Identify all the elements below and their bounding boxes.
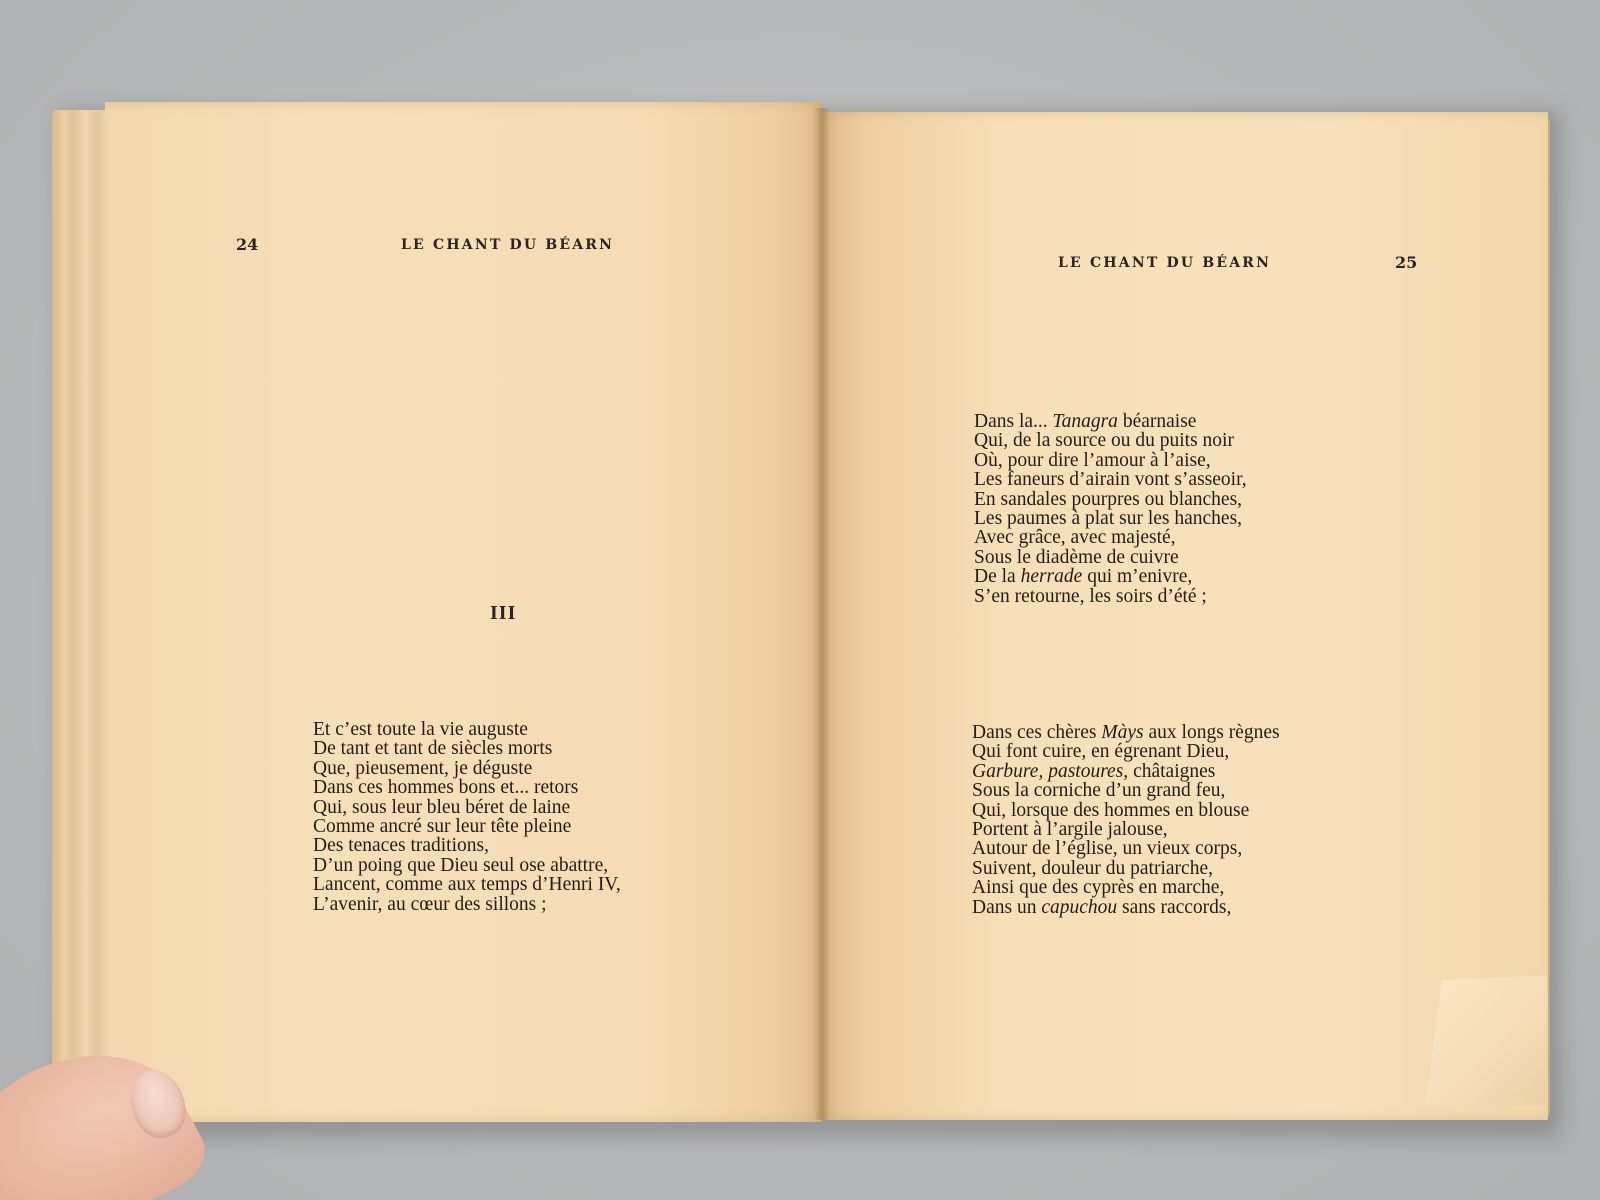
- italic-word: Garbure, pastoures,: [972, 760, 1129, 782]
- section-number: III: [490, 602, 517, 624]
- verse-text: En sandales pourpres ou blanches,: [974, 488, 1243, 510]
- verse-text: Dans ces chères: [972, 722, 1102, 743]
- verse-line: Dans ces hommes bons et... retors: [313, 777, 579, 799]
- verse-line: [972, 742, 1280, 761]
- verse-line: [972, 839, 1280, 858]
- verse-line: [972, 762, 1280, 781]
- left-folio: 24: [236, 235, 259, 254]
- folded-page-corner: [1425, 975, 1547, 1105]
- verse-line: [972, 723, 1280, 742]
- verse-text: Qui, de la source ou du puits noir: [974, 430, 1234, 452]
- verse-text: Suivent, douleur du patriarche,: [972, 857, 1213, 879]
- italic-word: capuchou: [1041, 896, 1118, 918]
- right-folio: 25: [1395, 253, 1418, 272]
- italic-word: herrade: [1020, 566, 1083, 588]
- right-stanza-1: [974, 412, 1247, 606]
- verse-line: [974, 470, 1247, 489]
- left-page: [105, 102, 822, 1122]
- verse-line: [972, 878, 1280, 897]
- verse-text: Où, pour dire l’amour à l’aise,: [974, 449, 1211, 471]
- verse-text: Dans la...: [974, 411, 1053, 432]
- verse-text: Qui, lorsque des hommes en blouse: [972, 799, 1250, 821]
- left-stanza: [313, 720, 621, 914]
- verse-line: [974, 509, 1247, 528]
- verse-text: De la: [974, 566, 1021, 588]
- verse-line: [974, 412, 1247, 431]
- verse-text: Ainsi que des cyprès en marche,: [972, 877, 1225, 899]
- book-gutter: [814, 108, 830, 1120]
- verse-text: Portent à l’argile jalouse,: [972, 819, 1168, 841]
- italic-word: Tanagra: [1052, 411, 1118, 432]
- verse-line: [972, 898, 1280, 917]
- verse-line: Qui, sous leur bleu béret de laine: [313, 796, 571, 818]
- right-stanza-2: [972, 723, 1280, 917]
- verse-text: Sous la corniche d’un grand feu,: [972, 780, 1226, 802]
- verse-text: Les faneurs d’airain vont s’asseoir,: [974, 469, 1247, 491]
- italic-word: Màys: [1101, 722, 1144, 743]
- verse-text: Qui font cuire, en égrenant Dieu,: [972, 741, 1230, 763]
- verse-line: [974, 587, 1247, 606]
- left-running-head: LE CHANT DU BÉARN: [401, 237, 615, 253]
- verse-line: [972, 820, 1280, 839]
- verse-text: aux longs règnes: [1143, 722, 1280, 743]
- right-page: [822, 112, 1548, 1120]
- verse-text: Les paumes à plat sur les hanches,: [974, 508, 1243, 530]
- verse-text: S’en retourne, les soirs d’été ;: [974, 585, 1207, 607]
- verse-line: Que, pieusement, je déguste: [313, 757, 533, 779]
- verse-text: béarnaise: [1117, 411, 1197, 432]
- verse-line: Des tenaces traditions,: [313, 835, 489, 857]
- verse-line: Et c’est toute la vie auguste: [313, 719, 528, 740]
- verse-line: [974, 490, 1247, 509]
- verse-line: [974, 567, 1247, 586]
- verse-line: De tant et tant de siècles morts: [313, 738, 553, 760]
- verse-text: Sous le diadème de cuivre: [974, 546, 1179, 568]
- verse-line: [972, 781, 1280, 800]
- verse-line: L’avenir, au cœur des sillons ;: [313, 893, 547, 915]
- verse-line: [974, 431, 1247, 450]
- verse-line: Lancent, comme aux temps d’Henri IV,: [313, 874, 621, 896]
- verse-line: [974, 528, 1247, 547]
- verse-text: qui m’enivre,: [1082, 566, 1193, 588]
- verse-text: Dans un: [972, 896, 1042, 918]
- verse-line: [972, 859, 1280, 878]
- verse-line: [974, 548, 1247, 567]
- verse-line: [972, 801, 1280, 820]
- right-running-head: LE CHANT DU BÉARN: [1058, 255, 1272, 271]
- verse-text: châtaignes: [1128, 760, 1216, 782]
- verse-text: Avec grâce, avec majesté,: [974, 527, 1176, 549]
- verse-line: [974, 451, 1247, 470]
- verse-line: D’un poing que Dieu seul ose abattre,: [313, 854, 609, 876]
- verse-text: sans raccords,: [1117, 896, 1232, 918]
- verse-line: Comme ancré sur leur tête pleine: [313, 816, 572, 838]
- verse-text: Autour de l’église, un vieux corps,: [972, 838, 1243, 860]
- left-page-edges: [52, 110, 112, 1130]
